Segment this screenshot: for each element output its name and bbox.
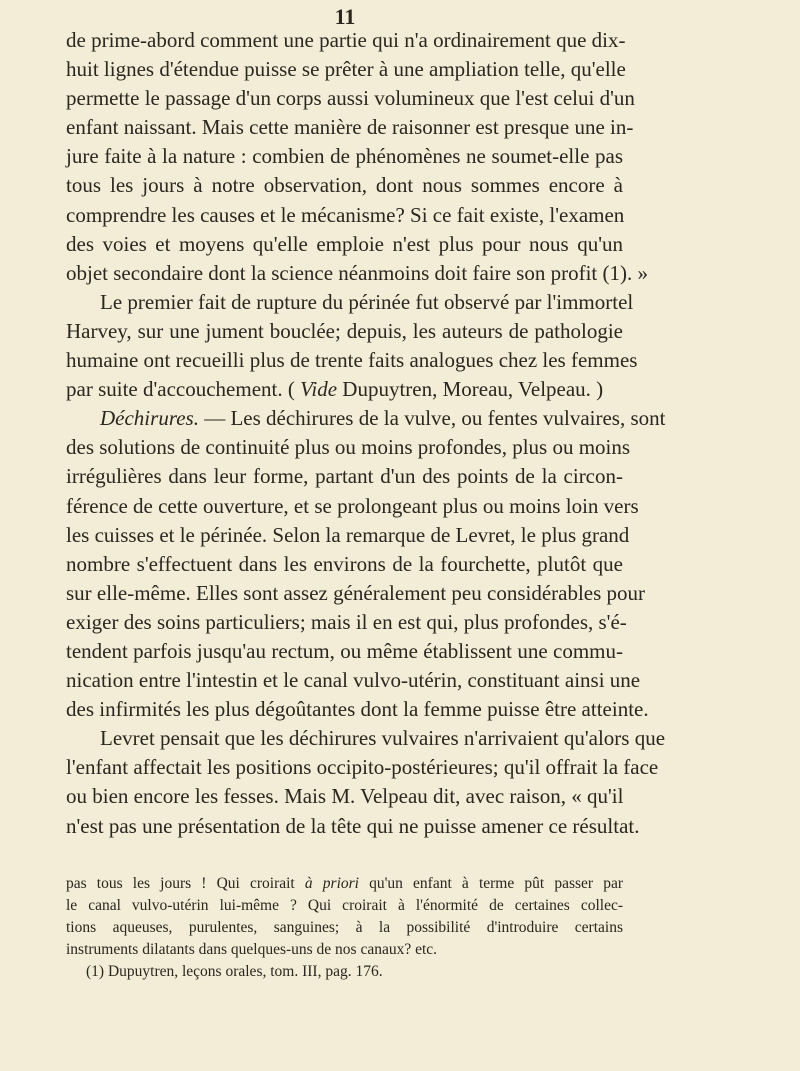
text-segment: humaine ont recueilli plus de trente faits analogues chez les femmes [66, 348, 638, 373]
italic-text: Déchirures. [100, 406, 199, 431]
body-line [66, 521, 630, 550]
text-segment: exiger des soins particuliers; mais il en est qui, plus profondes, s'é- [66, 609, 627, 634]
text-segment: les cuisses et le périnée. Selon la remarque de Levret, le plus grand [66, 522, 630, 547]
footnote-line [66, 895, 623, 917]
text-segment: (1) Dupuytren, leçons orales, tom. III, pag. 176. [86, 963, 383, 980]
body-line [66, 317, 623, 346]
text-segment: enfant naissant. Mais cette manière de raisonner est presque une in- [66, 115, 634, 140]
text-segment: de prime-abord comment une partie qui n'a ordinairement que dix- [66, 28, 626, 52]
text-segment: irrégulières dans leur forme, partant d'un des points de la circon- [66, 464, 623, 489]
body-line [66, 288, 634, 317]
body-text [66, 26, 666, 841]
body-line [66, 26, 626, 55]
body-line [66, 171, 623, 200]
body-line [66, 201, 623, 230]
body-line [66, 492, 639, 521]
body-line [66, 84, 635, 113]
text-segment: tions aqueuses, purulentes, sanguines; à la possibilité d'introduire certains [66, 919, 623, 936]
text-segment: l'enfant affectait les positions occipito-postérieures; qu'il offrait la face [66, 755, 659, 780]
body-line [66, 113, 634, 142]
body-line [66, 55, 626, 84]
body-line [66, 375, 623, 404]
text-segment: tous les jours à notre observation, dont nous sommes encore à [66, 173, 623, 198]
text-segment: instruments dilatants dans quelques-uns de nos canaux? etc. [66, 941, 438, 958]
body-line [66, 608, 627, 637]
page-number: 11 [334, 4, 356, 29]
body-line [66, 142, 623, 171]
body-line [66, 433, 631, 462]
text-segment: n'est pas une présentation de la tête qui ne puisse amener ce résultat. [66, 813, 640, 838]
footnotes [66, 873, 623, 983]
text-segment: — Les déchirures de la vulve, ou fentes vulvaires, sont [198, 406, 666, 431]
text-segment: jure faite à la nature : combien de phénomènes ne soumet-elle pas [66, 144, 623, 169]
text-segment: Harvey, sur une jument bouclée; depuis, les auteurs de pathologie [66, 318, 623, 343]
text-segment: Levret pensait que les déchirures vulvaires n'arrivaient qu'alors que [100, 726, 666, 751]
footnote-line [66, 873, 623, 895]
footnote-line [66, 939, 623, 961]
body-line [66, 724, 666, 753]
text-segment: des infirmités les plus dégoûtantes dont la femme puisse être atteinte. [66, 697, 649, 722]
body-line [66, 637, 623, 666]
text-segment: tendent parfois jusqu'au rectum, ou même établissent une commu- [66, 638, 623, 663]
body-line [66, 812, 640, 841]
text-segment: des solutions de continuité plus ou moins profondes, plus ou moins [66, 435, 631, 460]
footnote-line [66, 917, 623, 939]
text-segment: qu'un enfant à terme pût passer par [358, 875, 623, 892]
text-segment: ou bien encore les fesses. Mais M. Velpeau dit, avec raison, « qu'il [66, 784, 624, 809]
text-segment: par suite d'accouchement. ( [66, 377, 301, 402]
text-segment: férence de cette ouverture, et se prolongeant plus ou moins loin vers [66, 493, 639, 518]
body-line [66, 404, 666, 433]
text-segment: objet secondaire dont la science néanmoins doit faire son profit (1). » [66, 260, 648, 285]
italic-text: à priori [304, 875, 359, 892]
text-segment: comprendre les causes et le mécanisme? Si ce fait existe, l'examen [66, 202, 625, 227]
body-line [66, 462, 623, 491]
italic-text: Vide [300, 377, 338, 402]
footnote-line [66, 961, 623, 983]
text-segment: des voies et moyens qu'elle emploie n'est plus pour nous qu'un [66, 231, 623, 256]
body-line [66, 695, 649, 724]
body-line [66, 259, 648, 288]
text-segment: sur elle-même. Elles sont assez généralement peu considérables pour [66, 580, 646, 605]
text-segment: Dupuytren, Moreau, Velpeau. ) [337, 377, 604, 402]
text-segment: huit lignes d'étendue puisse se prêter à une ampliation telle, qu'elle [66, 57, 626, 82]
body-line [66, 550, 623, 579]
text-segment: le canal vulvo-utérin lui-même ? Qui croirait à l'énormité de certaines collec- [66, 897, 623, 914]
body-line [66, 230, 623, 259]
text-segment: nication entre l'intestin et le canal vulvo-utérin, constituant ainsi une [66, 668, 641, 693]
text-segment: pas tous les jours ! Qui croirait [66, 875, 305, 892]
body-line [66, 346, 638, 375]
body-line [66, 782, 623, 811]
text-segment: permette le passage d'un corps aussi volumineux que l'est celui d'un [66, 86, 635, 111]
body-line [66, 666, 641, 695]
text-segment: Le premier fait de rupture du périnée fut observé par l'immortel [100, 289, 634, 314]
body-line [66, 579, 646, 608]
body-line [66, 753, 659, 782]
text-segment: nombre s'effectuent dans les environs de la fourchette, plutôt que [66, 551, 623, 576]
